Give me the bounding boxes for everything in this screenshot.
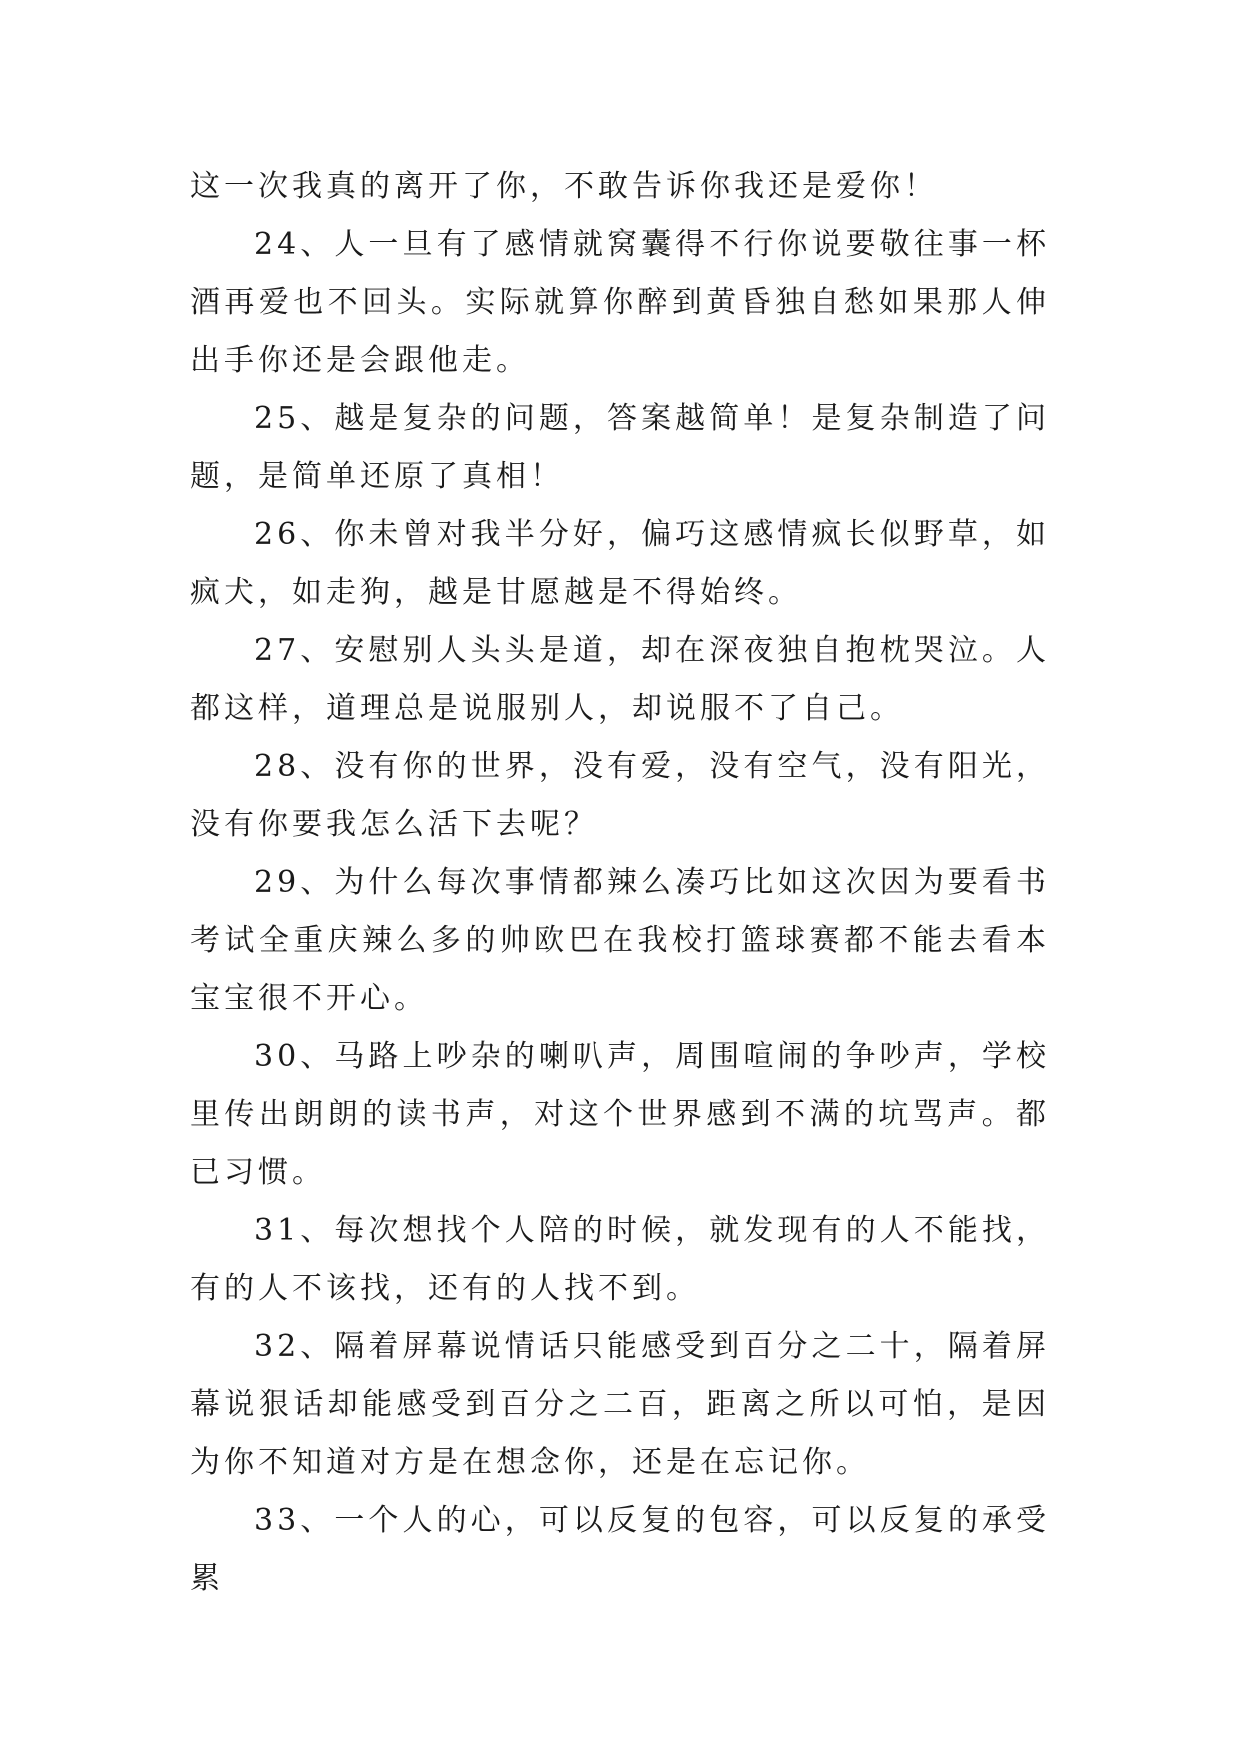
paragraph-1: 这一次我真的离开了你，不敢告诉你我还是爱你！ bbox=[190, 169, 938, 204]
document-body bbox=[190, 158, 1050, 1608]
paragraph-27: 27、安慰别人头头是道，却在深夜独自抱枕哭泣。人都这样，道理总是说服别人，却说服不了自己。 bbox=[190, 633, 1050, 726]
paragraph-33: 33、一个人的心，可以反复的包容，可以反复的承受累 bbox=[190, 1503, 1050, 1596]
paragraph-30: 30、马路上吵杂的喇叭声，周围喧闹的争吵声，学校里传出朗朗的读书声，对这个世界感到不满的坑骂声。都已习惯。 bbox=[190, 1039, 1050, 1190]
paragraph-26: 26、你未曾对我半分好，偏巧这感情疯长似野草，如疯犬，如走狗，越是甘愿越是不得始终。 bbox=[190, 517, 1050, 610]
paragraph-32: 32、隔着屏幕说情话只能感受到百分之二十，隔着屏幕说狠话却能感受到百分之二百，距离之所以可怕，是因为你不知道对方是在想念你，还是在忘记你。 bbox=[190, 1329, 1050, 1480]
paragraph-31: 31、每次想找个人陪的时候，就发现有的人不能找，有的人不该找，还有的人找不到。 bbox=[190, 1213, 1050, 1306]
paragraph-25: 25、越是复杂的问题，答案越简单！是复杂制造了问题，是简单还原了真相！ bbox=[190, 401, 1050, 494]
paragraph-24: 24、人一旦有了感情就窝囊得不行你说要敬往事一杯酒再爱也不回头。实际就算你醉到黄昏独自愁如果那人伸出手你还是会跟他走。 bbox=[190, 227, 1050, 378]
paragraph-29: 29、为什么每次事情都辣么凑巧比如这次因为要看书考试全重庆辣么多的帅欧巴在我校打篮球赛都不能去看本宝宝很不开心。 bbox=[190, 865, 1050, 1016]
paragraph-28: 28、没有你的世界，没有爱，没有空气，没有阳光，没有你要我怎么活下去呢？ bbox=[190, 749, 1050, 842]
